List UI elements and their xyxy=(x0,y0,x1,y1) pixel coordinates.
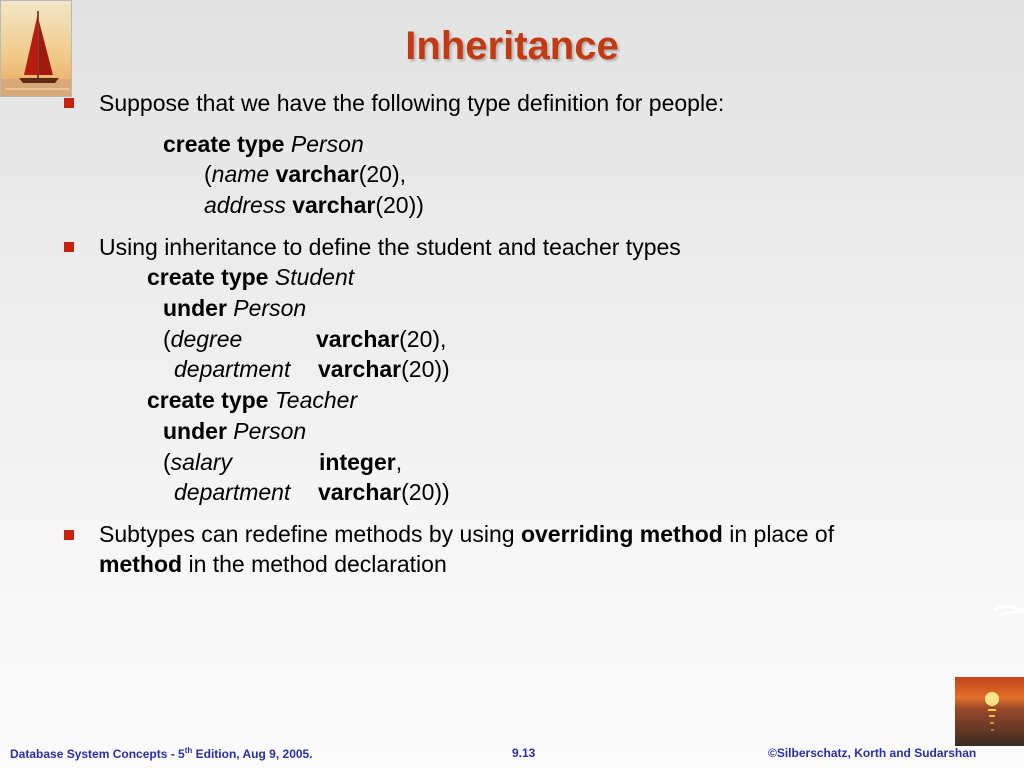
bullet-emphasis: overriding method xyxy=(520,521,723,547)
footer-copyright: ©Silberschatz, Korth and Sudarshan xyxy=(768,746,977,760)
bullet-marker xyxy=(64,242,74,252)
footer-page-number: 9.13 xyxy=(512,746,536,760)
code-line xyxy=(163,416,306,446)
code-keyword: varchar xyxy=(318,356,402,382)
bullet-marker xyxy=(64,530,74,540)
code-line xyxy=(318,477,450,507)
code-keyword: integer xyxy=(319,449,396,475)
code-size: (20), xyxy=(358,161,407,187)
code-type-name: Student xyxy=(274,264,355,290)
footer-book-part: Edition, Aug 9, 2005. xyxy=(192,747,313,761)
code-supertype: Person xyxy=(233,418,307,444)
code-line xyxy=(174,477,290,507)
code-line: (degree xyxy=(163,326,243,352)
code-keyword: under xyxy=(163,418,227,444)
bullet-emphasis: method xyxy=(99,551,183,577)
code-size: (20), xyxy=(399,326,447,352)
code-attribute: degree xyxy=(170,326,243,352)
code-keyword: varchar xyxy=(316,326,400,352)
code-punct: , xyxy=(395,449,403,475)
code-line: (salary xyxy=(163,449,233,475)
code-line xyxy=(318,354,450,384)
bullet-text-1: Suppose that we have the following type definition for people: xyxy=(99,90,725,116)
code-line xyxy=(204,190,424,220)
code-line xyxy=(316,324,446,354)
code-keyword: under xyxy=(163,295,227,321)
code-line: (name varchar(20), xyxy=(204,161,407,187)
code-keyword: create type xyxy=(147,387,269,413)
code-attribute: department xyxy=(174,356,291,382)
code-attribute: salary xyxy=(170,449,233,475)
code-attribute: department xyxy=(174,479,291,505)
slide-title: Inheritance xyxy=(405,24,619,68)
code-type-name: Person xyxy=(290,131,364,157)
code-line xyxy=(163,129,364,159)
code-keyword: varchar xyxy=(318,479,402,505)
bullet-text-part: in the method declaration xyxy=(182,551,447,577)
code-attribute: address xyxy=(204,192,286,218)
bullet-marker xyxy=(64,98,74,108)
code-size: (20)) xyxy=(401,479,450,505)
code-line xyxy=(147,385,357,415)
code-supertype: Person xyxy=(233,295,307,321)
code-size: (20)) xyxy=(375,192,424,218)
footer-book-title xyxy=(10,746,313,761)
code-keyword: varchar xyxy=(292,192,376,218)
bullet-text-part: Subtypes can redefine methods by using xyxy=(99,521,521,547)
bullet-text-2: Using inheritance to define the student and teacher types xyxy=(99,234,681,260)
code-size: (20)) xyxy=(401,356,450,382)
code-line xyxy=(163,293,306,323)
bullet-text-3-cont xyxy=(99,549,447,579)
code-line xyxy=(147,262,354,292)
code-keyword: create type xyxy=(163,131,285,157)
code-keyword: create type xyxy=(147,264,269,290)
code-type-name: Teacher xyxy=(274,387,358,413)
bullet-text-3 xyxy=(99,519,834,549)
code-attribute: name xyxy=(211,161,270,187)
code-keyword: varchar xyxy=(275,161,359,187)
footer-book-part: Database System Concepts - 5 xyxy=(10,747,185,761)
code-line xyxy=(319,447,402,477)
code-line xyxy=(174,354,290,384)
footer-book-sup: th xyxy=(184,746,193,755)
bullet-text-part: in place of xyxy=(722,521,835,547)
